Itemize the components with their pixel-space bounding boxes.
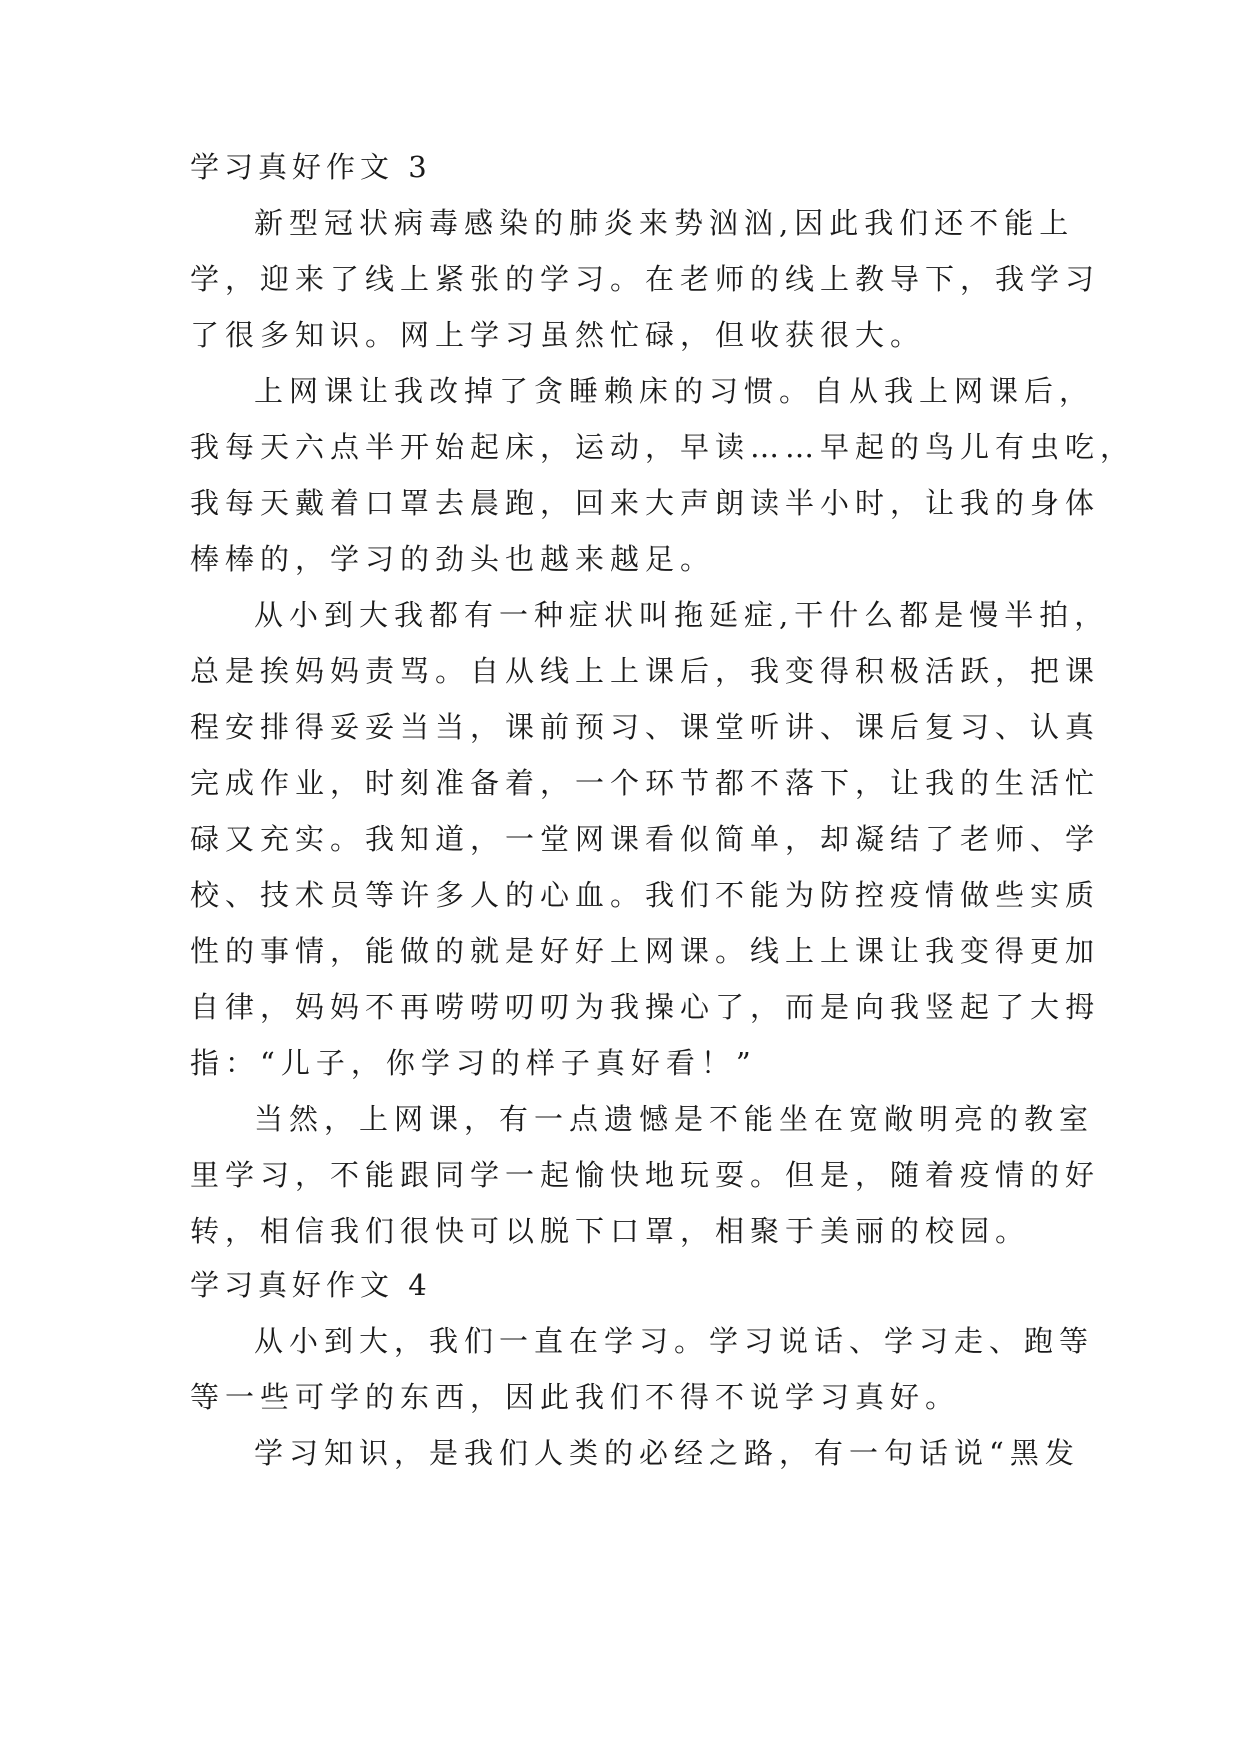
text-line: 转，相信我们很快可以脱下口罩，相聚于美丽的校园。: [190, 1214, 1031, 1248]
text-line: 校、技术员等许多人的心血。我们不能为防控疫情做些实质: [190, 878, 1101, 912]
text-line: 了很多知识。网上学习虽然忙碌，但收获很大。: [190, 318, 926, 352]
text-line: 完成作业，时刻准备着，一个环节都不落下，让我的生活忙: [190, 766, 1101, 800]
text-line: 当然，上网课，有一点遗憾是不能坐在宽敞明亮的教室: [254, 1102, 1095, 1136]
text-line: 程安排得妥妥当当，课前预习、课堂听讲、课后复习、认真: [190, 710, 1101, 744]
text-line: 从小到大我都有一种症状叫拖延症,干什么都是慢半拍，: [254, 598, 1110, 632]
essay-4-title: 学习真好作文 4: [190, 1268, 432, 1302]
text-line: 等一些可学的东西，因此我们不得不说学习真好。: [190, 1380, 961, 1414]
text-line: 里学习，不能跟同学一起愉快地玩耍。但是，随着疫情的好: [190, 1158, 1101, 1192]
text-line: 新型冠状病毒感染的肺炎来势汹汹,因此我们还不能上: [254, 206, 1075, 240]
essay-3-title: 学习真好作文 3: [190, 150, 432, 184]
text-line: 性的事情，能做的就是好好上网课。线上上课让我变得更加: [190, 934, 1101, 968]
text-line: 学习知识，是我们人类的必经之路，有一句话说“黑发: [254, 1436, 1080, 1470]
text-line: 我每天六点半开始起床，运动，早读……早起的鸟儿有虫吃，: [190, 430, 1136, 464]
text-line: 指：“儿子，你学习的样子真好看！”: [190, 1046, 757, 1080]
text-line: 棒棒的，学习的劲头也越来越足。: [190, 542, 716, 576]
text-line: 碌又充实。我知道，一堂网课看似简单，却凝结了老师、学: [190, 822, 1101, 856]
text-line: 自律，妈妈不再唠唠叨叨为我操心了，而是向我竖起了大拇: [190, 990, 1101, 1024]
text-line: 学，迎来了线上紧张的学习。在老师的线上教导下，我学习: [190, 262, 1101, 296]
text-line: 总是挨妈妈责骂。自从线上上课后，我变得积极活跃，把课: [190, 654, 1101, 688]
text-line: 上网课让我改掉了贪睡赖床的习惯。自从我上网课后，: [254, 374, 1095, 408]
text-line: 从小到大，我们一直在学习。学习说话、学习走、跑等: [254, 1324, 1095, 1358]
text-line: 我每天戴着口罩去晨跑，回来大声朗读半小时，让我的身体: [190, 486, 1101, 520]
